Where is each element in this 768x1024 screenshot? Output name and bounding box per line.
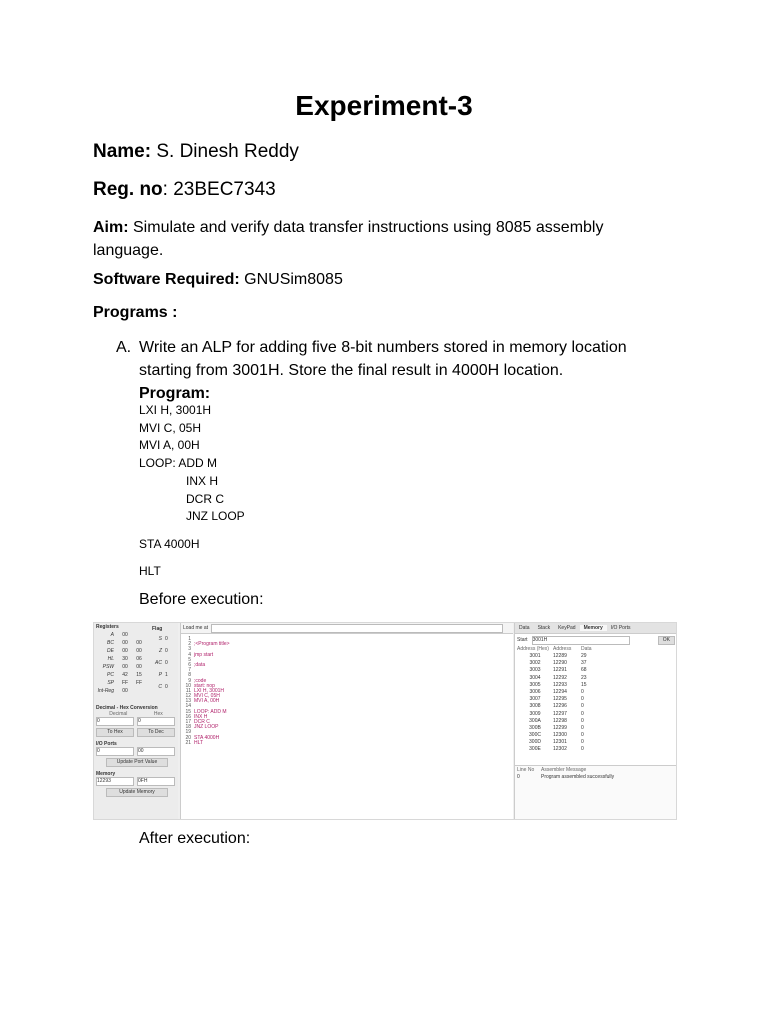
memory-address: 12301 (553, 739, 567, 746)
memory-data: 0 (581, 710, 584, 717)
code-line: INX H (186, 473, 219, 488)
memory-address: 12299 (553, 724, 567, 731)
after-execution-label: After execution: (139, 830, 251, 847)
memory-hex-address: 300A (529, 717, 541, 724)
register-high: 42 (122, 672, 128, 678)
code-line: JNZ LOOP (186, 509, 245, 524)
flag-name: AC (155, 660, 162, 666)
memory-hex-address: 3005 (529, 681, 541, 688)
source-text: ;<Program title> (194, 641, 230, 648)
memory-row (515, 653, 677, 660)
source-text: MVI A, 00H (194, 698, 220, 705)
flag-row (150, 645, 176, 657)
update-port-button[interactable]: Update Port Value (106, 758, 168, 767)
register-name: Int-Reg (97, 688, 114, 694)
column-header: Line No (517, 767, 535, 773)
code-line: DCR C (186, 491, 224, 506)
tab-i-o-ports[interactable]: I/O Ports (610, 625, 631, 631)
memory-data: 0 (581, 696, 584, 703)
code-line: MVI A, 00H (139, 438, 200, 453)
name-value: S. Dinesh Reddy (151, 141, 299, 162)
memory-row (515, 711, 677, 718)
register-name: A (110, 632, 114, 638)
start-row (515, 634, 677, 646)
memory-row (515, 746, 677, 753)
start-address-input[interactable]: 3001H (532, 636, 630, 645)
flag-value: 0 (165, 684, 168, 690)
line-number: 3 (188, 646, 191, 653)
source-line (181, 741, 511, 746)
tab-bar (515, 623, 677, 634)
memory-address: 12296 (553, 703, 567, 710)
memory-data: 0 (581, 732, 584, 739)
register-low: 00 (136, 640, 142, 646)
program-label: Program: (139, 385, 211, 402)
flag-name: P (158, 672, 162, 678)
column-header: Assembler Message (541, 767, 587, 773)
flag-name: C (158, 684, 162, 690)
memory-address: 12298 (553, 717, 567, 724)
item-text: Write an ALP for adding five 8-bit numbers stored in memory location starting from 3001H. Store the final result in 4000H location. (139, 339, 627, 379)
memory-row (515, 682, 677, 689)
line-number: 8 (188, 672, 191, 679)
flag-list (150, 633, 176, 693)
register-name: HL (107, 656, 114, 662)
memory-address: 12297 (553, 710, 567, 717)
memory-data: 0 (581, 703, 584, 710)
line-number: 1 (188, 636, 191, 642)
source-text: start: nop (194, 682, 215, 689)
line-number: 20 (185, 734, 191, 741)
load-address-input[interactable] (211, 624, 503, 633)
line-number: 14 (185, 703, 191, 710)
source-text: LXI H, 3001H (194, 687, 225, 694)
line-number: 21 (185, 739, 191, 746)
flag-value: 0 (165, 660, 168, 666)
memory-data: 0 (581, 739, 584, 746)
io-ports-label: I/O Ports (96, 741, 117, 747)
aim-value: Simulate and verify data transfer instructions using 8085 assembly language. (93, 219, 604, 259)
tab-data[interactable]: Data (519, 625, 530, 631)
memory-hex-address: 3003 (529, 667, 541, 674)
name-line (93, 141, 299, 163)
register-name: BC (107, 640, 114, 646)
flag-label: Flag (152, 626, 163, 632)
line-number: 17 (185, 719, 191, 725)
memory-hex-address: 3008 (529, 703, 541, 710)
memory-hex-address: 3001 (529, 653, 541, 659)
before-execution-label: Before execution: (139, 591, 264, 608)
hex-label: Hex (153, 711, 163, 717)
memory-panel (514, 623, 677, 819)
software-value: GNUSim8085 (239, 271, 343, 288)
software-label: Software Required: (93, 271, 240, 288)
code-editor[interactable] (180, 623, 513, 819)
ok-button[interactable]: OK (658, 636, 675, 645)
memory-data: 68 (581, 667, 587, 674)
register-low: 06 (136, 656, 142, 662)
memory-data: 37 (581, 660, 587, 667)
decimal-label: Decimal (109, 711, 128, 717)
memory-data: 15 (581, 681, 587, 688)
memory-address: 12289 (553, 653, 567, 659)
memory-address: 12291 (553, 667, 567, 674)
programs-label: Programs : (93, 304, 178, 321)
memory-row (515, 696, 677, 703)
registers-panel (94, 623, 178, 819)
memory-value-input[interactable]: 0FH (137, 777, 175, 786)
register-high: FF (121, 680, 129, 686)
line-number: 13 (185, 698, 191, 705)
column-header: Address (Hex) (517, 646, 549, 652)
register-name: PSW (102, 664, 114, 670)
message-text: Program assembled successfully (541, 774, 615, 780)
memory-address: 12293 (553, 681, 567, 688)
source-text: LOOP: ADD M (194, 708, 227, 715)
flag-row (150, 657, 176, 669)
software-line (93, 271, 343, 289)
flag-value: 0 (165, 636, 168, 642)
to-dec-button[interactable]: To Dec (137, 728, 175, 737)
line-number: 15 (185, 708, 191, 715)
memory-hex-address: 3004 (529, 674, 541, 681)
line-number: 9 (188, 677, 191, 684)
reg-value: : 23BEC7343 (162, 179, 276, 200)
line-number: 18 (185, 724, 191, 731)
register-low: 00 (136, 648, 142, 654)
register-low: 15 (136, 672, 142, 678)
register-low: FF (135, 680, 143, 686)
memory-table-header (515, 646, 677, 653)
memory-row (515, 718, 677, 725)
memory-row (515, 689, 677, 696)
memory-row (515, 732, 677, 739)
memory-data: 0 (581, 688, 584, 695)
memory-hex-address: 3002 (529, 660, 541, 667)
memory-row (515, 703, 677, 710)
line-number: 6 (188, 661, 191, 668)
memory-hex-address: 3006 (529, 688, 541, 695)
memory-address: 12300 (553, 732, 567, 739)
line-number: 11 (185, 687, 191, 694)
start-label: Start (517, 637, 528, 643)
column-header: Address (553, 646, 572, 652)
memory-address: 12294 (553, 688, 567, 695)
message-row (515, 774, 677, 780)
memory-row (515, 725, 677, 732)
page-title: Experiment-3 (295, 90, 473, 121)
line-number: 7 (188, 667, 191, 674)
code-line: HLT (139, 564, 161, 578)
flag-row (150, 669, 176, 681)
io-value-input[interactable]: 00 (137, 747, 175, 756)
memory-row (515, 675, 677, 682)
aim-label: Aim: (93, 219, 129, 236)
reg-line (93, 179, 276, 201)
register-name: PC (107, 672, 114, 678)
register-name: SP (107, 680, 114, 686)
register-low: 00 (136, 664, 142, 670)
update-memory-button[interactable]: Update Memory (106, 788, 168, 797)
line-number: 2 (188, 641, 191, 648)
register-high: 00 (122, 688, 128, 694)
memory-data: 0 (581, 724, 584, 731)
memory-data: 23 (581, 674, 587, 681)
code-line: LOOP: ADD M (139, 456, 218, 471)
registers-label: Registers (96, 624, 119, 630)
aim-line (93, 216, 653, 262)
memory-table (515, 653, 677, 754)
decimal-input[interactable]: 0 (96, 717, 134, 726)
to-hex-button[interactable]: To Hex (96, 728, 134, 737)
memory-label: Memory (96, 771, 116, 777)
memory-row (515, 739, 677, 746)
tab-keypad[interactable]: KeyPad (558, 625, 576, 631)
source-listing (181, 637, 511, 746)
line-number: 10 (185, 682, 191, 689)
register-high: 30 (122, 656, 128, 662)
flag-panel (150, 625, 176, 693)
flag-row (150, 633, 176, 645)
flag-value: 1 (165, 672, 168, 678)
memory-row (515, 667, 677, 674)
load-bar (181, 623, 513, 634)
memory-data: 0 (581, 746, 584, 753)
flag-name: S (158, 636, 162, 642)
line-number: 12 (185, 693, 191, 700)
memory-hex-address: 3009 (529, 710, 541, 717)
program-item-a (116, 336, 676, 405)
register-high: 00 (122, 640, 128, 646)
register-high: 00 (122, 632, 128, 638)
tab-stack[interactable]: Stack (537, 625, 551, 631)
register-name: DE (107, 648, 114, 654)
source-text: STA 4000H (194, 734, 220, 741)
column-header: Data (581, 646, 592, 652)
hex-input[interactable]: 0 (137, 717, 175, 726)
flag-row (150, 681, 176, 693)
line-number: 16 (185, 713, 191, 720)
memory-hex-address: 300C (529, 732, 541, 739)
reg-label: Reg. no (93, 179, 163, 200)
line-number: 19 (185, 729, 191, 736)
source-text: INX H (194, 713, 208, 720)
memory-address: 12295 (553, 696, 567, 703)
source-text: ;code (194, 677, 207, 684)
item-marker: A. (116, 339, 132, 356)
tab-memory[interactable]: Memory (580, 625, 607, 631)
conversion-section (96, 705, 176, 797)
register-high: 00 (122, 664, 128, 670)
memory-data: 0 (581, 717, 584, 724)
code-line: MVI C, 05H (139, 420, 202, 435)
memory-row (515, 660, 677, 667)
name-label: Name: (93, 141, 152, 162)
source-text: MVI C, 05H (194, 693, 220, 700)
flag-name: Z (158, 648, 162, 654)
line-number: 5 (188, 656, 191, 663)
source-text: jmp start (194, 651, 214, 658)
memory-address: 12290 (553, 660, 567, 667)
memory-hex-address: 300D (529, 739, 541, 746)
register-high: 00 (122, 648, 128, 654)
source-text: ;data (194, 661, 206, 668)
message-line-no: 0 (517, 774, 520, 780)
io-port-select[interactable]: 0 (96, 747, 134, 756)
code-block (139, 402, 245, 526)
code-line: STA 4000H (139, 537, 200, 551)
conversion-label: Decimal - Hex Conversion (96, 705, 158, 711)
code-line: LXI H, 3001H (139, 403, 212, 417)
load-label: Load me at (183, 625, 209, 631)
memory-hex-address: 3007 (529, 696, 541, 703)
memory-address-input[interactable]: 12293 (96, 777, 134, 786)
line-number: 4 (188, 651, 191, 658)
simulator-screenshot (93, 622, 677, 820)
flag-value: 0 (165, 648, 168, 654)
memory-data: 29 (581, 653, 587, 659)
source-text: HLT (194, 739, 204, 746)
memory-hex-address: 300B (529, 724, 541, 731)
memory-hex-address: 300E (529, 746, 541, 753)
memory-address: 12302 (553, 746, 567, 753)
source-text: DCR C (194, 719, 210, 725)
source-text: JNZ LOOP (194, 724, 219, 731)
assembler-messages (515, 765, 677, 820)
memory-address: 12292 (553, 674, 567, 681)
